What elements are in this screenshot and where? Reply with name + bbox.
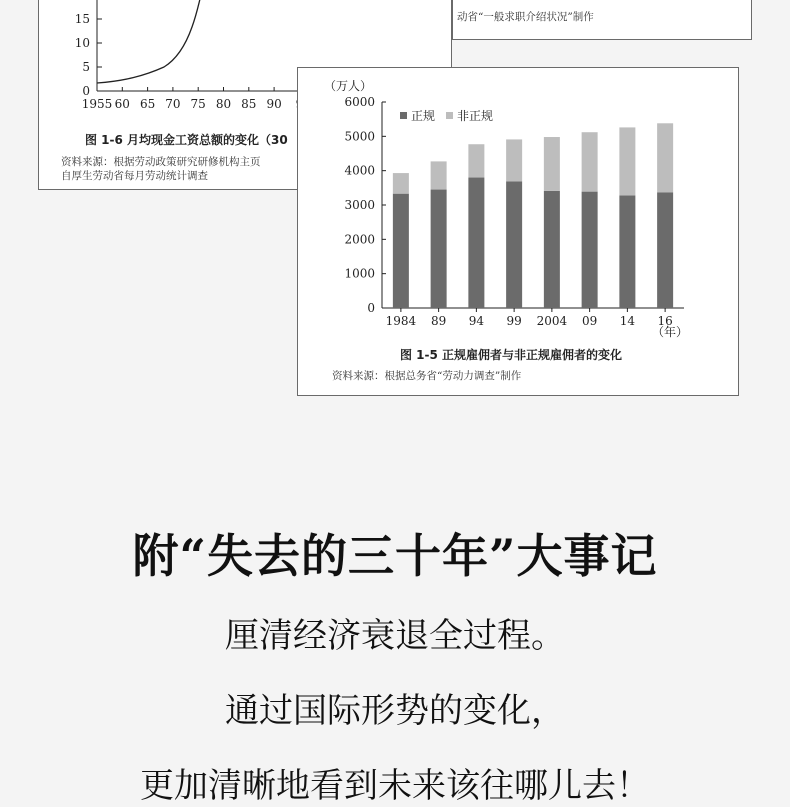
bar-nonregular	[619, 127, 635, 195]
x-tick-label: 14	[619, 314, 636, 328]
bar-regular	[468, 178, 484, 308]
x-axis-unit: （年）	[651, 325, 689, 339]
y-tick-label: 15	[74, 12, 90, 26]
bar-nonregular	[544, 137, 560, 191]
body-line-1: 厘清经济衰退全过程。	[225, 616, 565, 656]
figure-caption: 图 1-5 正规雇佣者与非正规雇佣者的变化	[400, 348, 623, 362]
y-tick-label: 3000	[344, 198, 375, 212]
bar-nonregular	[657, 123, 673, 192]
bar-regular	[506, 181, 522, 308]
x-tick-label: 94	[468, 314, 485, 328]
figure-source: 动省“一般求职介绍状况”制作	[457, 11, 594, 23]
bar-nonregular	[431, 161, 447, 189]
bar-regular	[657, 192, 673, 308]
figure-caption: 图 1-6 月均现金工资总额的变化（30	[85, 133, 288, 147]
wage-curve	[97, 0, 200, 83]
bar-chart-figure	[297, 67, 739, 396]
x-tick-label: 60	[114, 97, 130, 111]
bar-nonregular	[582, 132, 598, 191]
x-tick-label: 2004	[536, 314, 568, 328]
x-tick-label: 80	[215, 97, 232, 111]
bar-nonregular	[506, 139, 522, 181]
x-tick-label: 1955	[81, 97, 113, 111]
x-tick-label: 16	[657, 314, 673, 328]
bar-regular	[431, 190, 447, 308]
y-tick-label: 4000	[344, 163, 375, 178]
headline: 附“失去的三十年”大事记	[132, 529, 658, 583]
x-tick-label: 65	[139, 97, 156, 111]
y-tick-label: 0	[367, 301, 375, 315]
y-tick-label: 1000	[344, 266, 375, 281]
bar-nonregular	[468, 144, 484, 177]
x-tick-label: 90	[266, 97, 282, 111]
legend-swatch	[400, 112, 407, 119]
x-tick-label: 70	[165, 97, 181, 111]
x-tick-label: 75	[190, 97, 206, 111]
x-tick-label: 99	[506, 314, 522, 328]
top-figure	[452, 0, 752, 40]
figure-source: 资料来源：根据总务省“劳动力调查”制作	[332, 370, 522, 382]
bar-regular	[393, 194, 409, 308]
x-tick-label: 85	[241, 97, 257, 111]
x-tick-label: 89	[430, 314, 447, 328]
x-tick-label: 1984	[385, 314, 417, 328]
bar-chart	[298, 68, 738, 346]
legend-swatch	[446, 112, 453, 119]
y-tick-label: 0	[82, 84, 90, 98]
figure-source-cont: 自厚生劳动省每月劳动统计调查	[61, 170, 208, 182]
bar-regular	[619, 195, 635, 308]
body-line-2: 通过国际形势的变化，	[225, 691, 565, 731]
bar-nonregular	[393, 173, 409, 194]
y-axis-label: （万人）	[323, 79, 373, 93]
y-tick-label: 5	[82, 60, 90, 74]
figure-source: 资料来源：根据劳动政策研究研修机构主页	[61, 156, 261, 168]
y-tick-label: 5000	[344, 129, 375, 144]
bar-regular	[544, 191, 560, 308]
y-tick-label: 2000	[344, 232, 375, 247]
legend-label: 非正规	[457, 109, 494, 123]
x-tick-label: 09	[581, 314, 598, 328]
body-line-3: 更加清晰地看到未来该往哪儿去！	[140, 766, 650, 806]
y-tick-label: 6000	[344, 95, 375, 109]
legend-label: 正规	[411, 109, 436, 123]
y-tick-label: 10	[74, 36, 90, 50]
bar-regular	[582, 192, 598, 308]
